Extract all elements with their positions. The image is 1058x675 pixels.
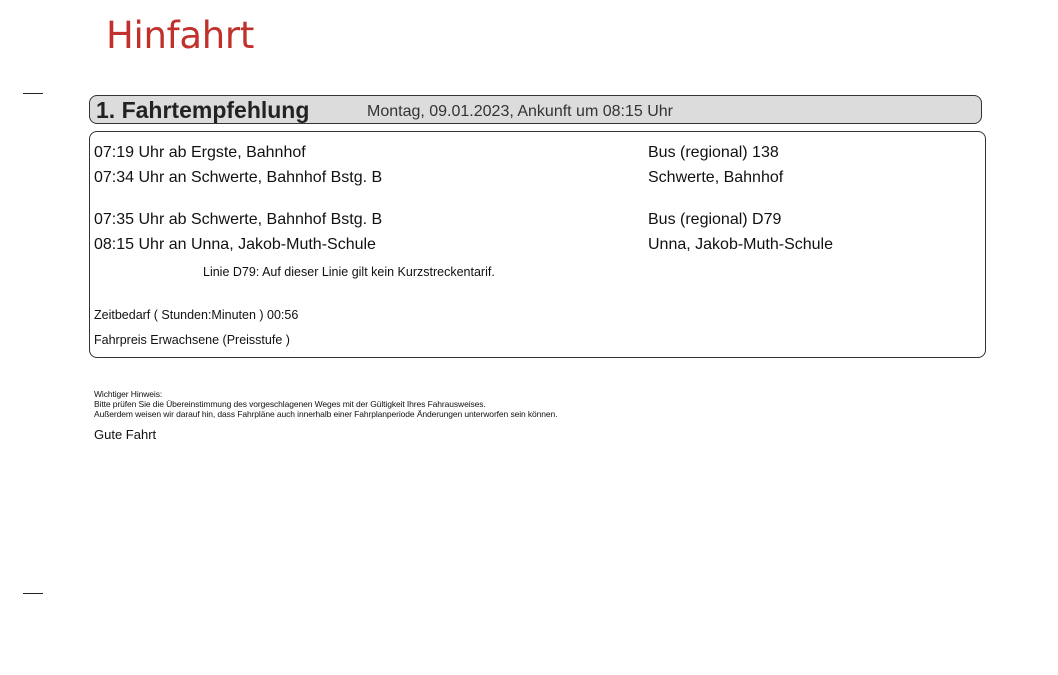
notice-line-2: Außerdem weisen wir darauf hin, dass Fahrpläne auch innerhalb einer Fahrplanperiode Änderungen unterworfen sein können. xyxy=(94,409,558,419)
margin-tick-bottom xyxy=(23,593,43,594)
leg-2-line: Bus (regional) D79 xyxy=(648,211,782,228)
leg-2-arrival: 08:15 Uhr an Unna, Jakob-Muth-Schule xyxy=(94,236,376,253)
notice-heading: Wichtiger Hinweis: xyxy=(94,389,163,399)
duration-info: Zeitbedarf ( Stunden:Minuten ) 00:56 xyxy=(94,308,299,322)
greeting: Gute Fahrt xyxy=(94,427,157,442)
fare-info: Fahrpreis Erwachsene (Preisstufe ) xyxy=(94,333,290,347)
margin-tick-top xyxy=(23,93,43,94)
leg-1-arrival: 07:34 Uhr an Schwerte, Bahnhof Bstg. B xyxy=(94,169,383,186)
line-note: Linie D79: Auf dieser Linie gilt kein Kurzstreckentarif. xyxy=(203,265,495,279)
leg-2-departure: 07:35 Uhr ab Schwerte, Bahnhof Bstg. B xyxy=(94,211,383,228)
leg-2-direction: Unna, Jakob-Muth-Schule xyxy=(648,236,833,253)
notice-line-1: Bitte prüfen Sie die Übereinstimmung des vorgeschlagenen Weges mit der Gültigkeit Ihres Fahrausweises. xyxy=(94,399,486,409)
leg-1-departure: 07:19 Uhr ab Ergste, Bahnhof xyxy=(94,144,306,161)
recommendation-header xyxy=(89,95,982,124)
leg-1-line: Bus (regional) 138 xyxy=(648,144,779,161)
leg-1-direction: Schwerte, Bahnhof xyxy=(648,169,784,186)
recommendation-heading: 1. Fahrtempfehlung xyxy=(96,97,310,123)
recommendation-date: Montag, 09.01.2023, Ankunft um 08:15 Uhr xyxy=(367,103,673,120)
page-title: Hinfahrt xyxy=(106,14,255,57)
